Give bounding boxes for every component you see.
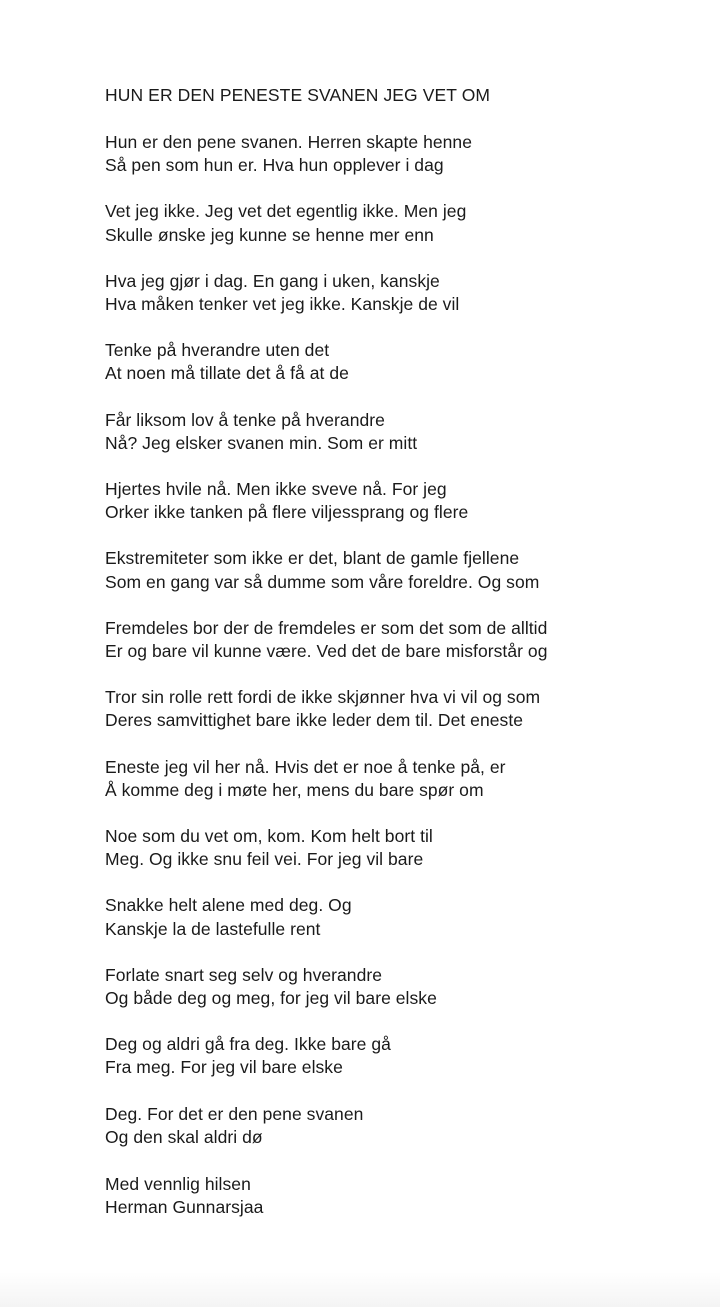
poem-line: Hva jeg gjør i dag. En gang i uken, kanskje (105, 270, 440, 291)
poem-line: Nå? Jeg elsker svanen min. Som er mitt (105, 432, 418, 453)
page-title: HUN ER DEN PENESTE SVANEN JEG VET OM (105, 85, 491, 105)
stanza (105, 894, 680, 940)
poem-line: Orker ikke tanken på flere viljessprang og flere (105, 502, 469, 523)
poem-line: Er og bare vil kunne være. Ved det de bare misforstår og (105, 641, 548, 662)
poem-line: Vet jeg ikke. Jeg vet det egentlig ikke. Men jeg (105, 201, 467, 222)
poem-line: Deg. For det er den pene svanen (105, 1103, 364, 1124)
poem-line: Hva måken tenker vet jeg ikke. Kanskje de vil (105, 294, 460, 315)
poem-line: Deg og aldri gå fra deg. Ikke bare gå (105, 1034, 391, 1055)
poem-line: Deres samvittighet bare ikke leder dem til. Det eneste (105, 710, 524, 731)
stanza (105, 409, 680, 455)
poem-line: Og både deg og meg, for jeg vil bare elske (105, 988, 437, 1009)
stanza (105, 270, 680, 316)
poem-line: Tror sin rolle rett fordi de ikke skjønner hva vi vil og som (105, 687, 541, 708)
poem-line: Så pen som hun er. Hva hun opplever i dag (105, 155, 444, 176)
stanza (105, 617, 680, 663)
poem-line: Hun er den pene svanen. Herren skapte henne (105, 132, 472, 152)
poem-line: Fra meg. For jeg vil bare elske (105, 1057, 343, 1078)
stanza (105, 1103, 680, 1149)
poem-line: At noen må tillate det å få at de (105, 363, 349, 384)
stanza (105, 547, 680, 593)
stanza (105, 964, 680, 1010)
stanza (105, 1033, 680, 1079)
signature-author: Herman Gunnarsjaa (105, 1197, 264, 1218)
poem-line: Som en gang var så dumme som våre foreldre. Og som (105, 571, 540, 592)
stanza (105, 756, 680, 802)
poem-line: Å komme deg i møte her, mens du bare spør om (105, 779, 484, 800)
poem-line: Ekstremiteter som ikke er det, blant de gamle fjellene (105, 548, 520, 569)
stanza (105, 339, 680, 385)
poem-line: Snakke helt alene med deg. Og (105, 895, 352, 916)
poem-line: Kanskje la de lastefulle rent (105, 918, 321, 939)
poem-line: Får liksom lov å tenke på hverandre (105, 409, 385, 430)
poem-line: Fremdeles bor der de fremdeles er som det som de alltid (105, 617, 548, 638)
poem-line: Forlate snart seg selv og hverandre (105, 964, 383, 985)
poem-line: Tenke på hverandre uten det (105, 340, 330, 361)
stanza (105, 200, 680, 246)
poem-line: Skulle ønske jeg kunne se henne mer enn (105, 224, 434, 245)
stanza (105, 131, 680, 177)
poem-line: Og den skal aldri dø (105, 1126, 263, 1147)
signature-closing: Med vennlig hilsen (105, 1174, 251, 1195)
poem-line: Eneste jeg vil her nå. Hvis det er noe å tenke på, er (105, 756, 506, 777)
stanza (105, 478, 680, 524)
bottom-bar (0, 1272, 720, 1307)
poem-line: Noe som du vet om, kom. Kom helt bort til (105, 826, 433, 847)
stanza (105, 825, 680, 871)
poem-line: Meg. Og ikke snu feil vei. For jeg vil bare (105, 849, 424, 870)
stanza (105, 686, 680, 732)
poem-line: Hjertes hvile nå. Men ikke sveve nå. For jeg (105, 479, 447, 500)
signature-block (105, 1173, 680, 1219)
